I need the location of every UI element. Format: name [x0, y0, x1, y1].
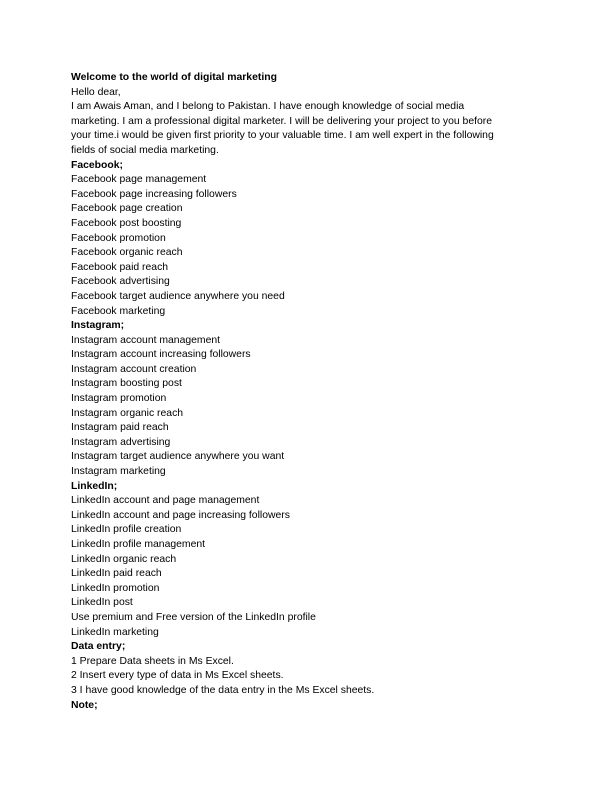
list-item: Facebook marketing	[71, 305, 166, 317]
list-item: Facebook paid reach	[71, 261, 169, 273]
list-item: Facebook page management	[71, 174, 207, 186]
list-item: 1 Prepare Data sheets in Ms Excel.	[71, 655, 234, 667]
document-title: Welcome to the world of digital marketing	[71, 72, 277, 83]
instagram-section	[71, 319, 541, 480]
list-item: Instagram paid reach	[71, 422, 169, 434]
list-item: 2 Insert every type of data in Ms Excel sheets.	[71, 670, 284, 682]
linkedin-section	[71, 480, 541, 641]
intro-line: fields of social media marketing.	[71, 144, 219, 156]
document-page	[71, 71, 541, 713]
list-item: LinkedIn paid reach	[71, 568, 162, 580]
list-item: LinkedIn organic reach	[71, 553, 177, 565]
facebook-section	[71, 159, 541, 320]
list-item: 3 I have good knowledge of the data entry in the Ms Excel sheets.	[71, 684, 375, 696]
list-item: Use premium and Free version of the LinkedIn profile	[71, 611, 316, 623]
list-item: Instagram promotion	[71, 393, 167, 405]
instagram-heading: Instagram;	[71, 320, 125, 332]
list-item: Instagram account creation	[71, 363, 197, 375]
list-item: LinkedIn account and page increasing followers	[71, 509, 290, 521]
linkedin-heading: LinkedIn;	[71, 480, 118, 492]
intro-line: your time.i would be given first priority to your valuable time. I am well expert in the following	[71, 130, 494, 142]
list-item: Facebook page creation	[71, 203, 183, 215]
note-section	[71, 699, 541, 714]
intro-paragraph	[71, 100, 541, 158]
list-item: Instagram organic reach	[71, 407, 184, 419]
greeting: Hello dear,	[71, 86, 121, 98]
list-item: Facebook organic reach	[71, 247, 183, 259]
list-item: Instagram marketing	[71, 466, 166, 478]
list-item: Instagram account increasing followers	[71, 349, 251, 361]
list-item: Instagram boosting post	[71, 378, 182, 390]
list-item: LinkedIn account and page management	[71, 495, 260, 507]
list-item: Instagram target audience anywhere you want	[71, 451, 285, 463]
list-item: Facebook advertising	[71, 276, 170, 288]
intro-line: marketing. I am a professional digital marketer. I will be delivering your project to you before	[71, 115, 493, 127]
data-entry-section	[71, 640, 541, 698]
list-item: Facebook post boosting	[71, 217, 182, 229]
note-heading: Note;	[71, 699, 98, 711]
list-item: Facebook promotion	[71, 232, 166, 244]
list-item: LinkedIn marketing	[71, 626, 159, 638]
list-item: Facebook page increasing followers	[71, 188, 237, 200]
list-item: Facebook target audience anywhere you need	[71, 290, 285, 302]
data-entry-heading: Data entry;	[71, 641, 126, 653]
list-item: LinkedIn post	[71, 597, 133, 609]
facebook-heading: Facebook;	[71, 159, 123, 171]
intro-line: I am Awais Aman, and I belong to Pakistan. I have enough knowledge of social media	[71, 101, 465, 113]
list-item: Instagram account management	[71, 334, 221, 346]
list-item: LinkedIn profile management	[71, 539, 206, 550]
list-item: Instagram advertising	[71, 436, 171, 448]
list-item: LinkedIn promotion	[71, 582, 160, 594]
list-item: LinkedIn profile creation	[71, 524, 182, 536]
